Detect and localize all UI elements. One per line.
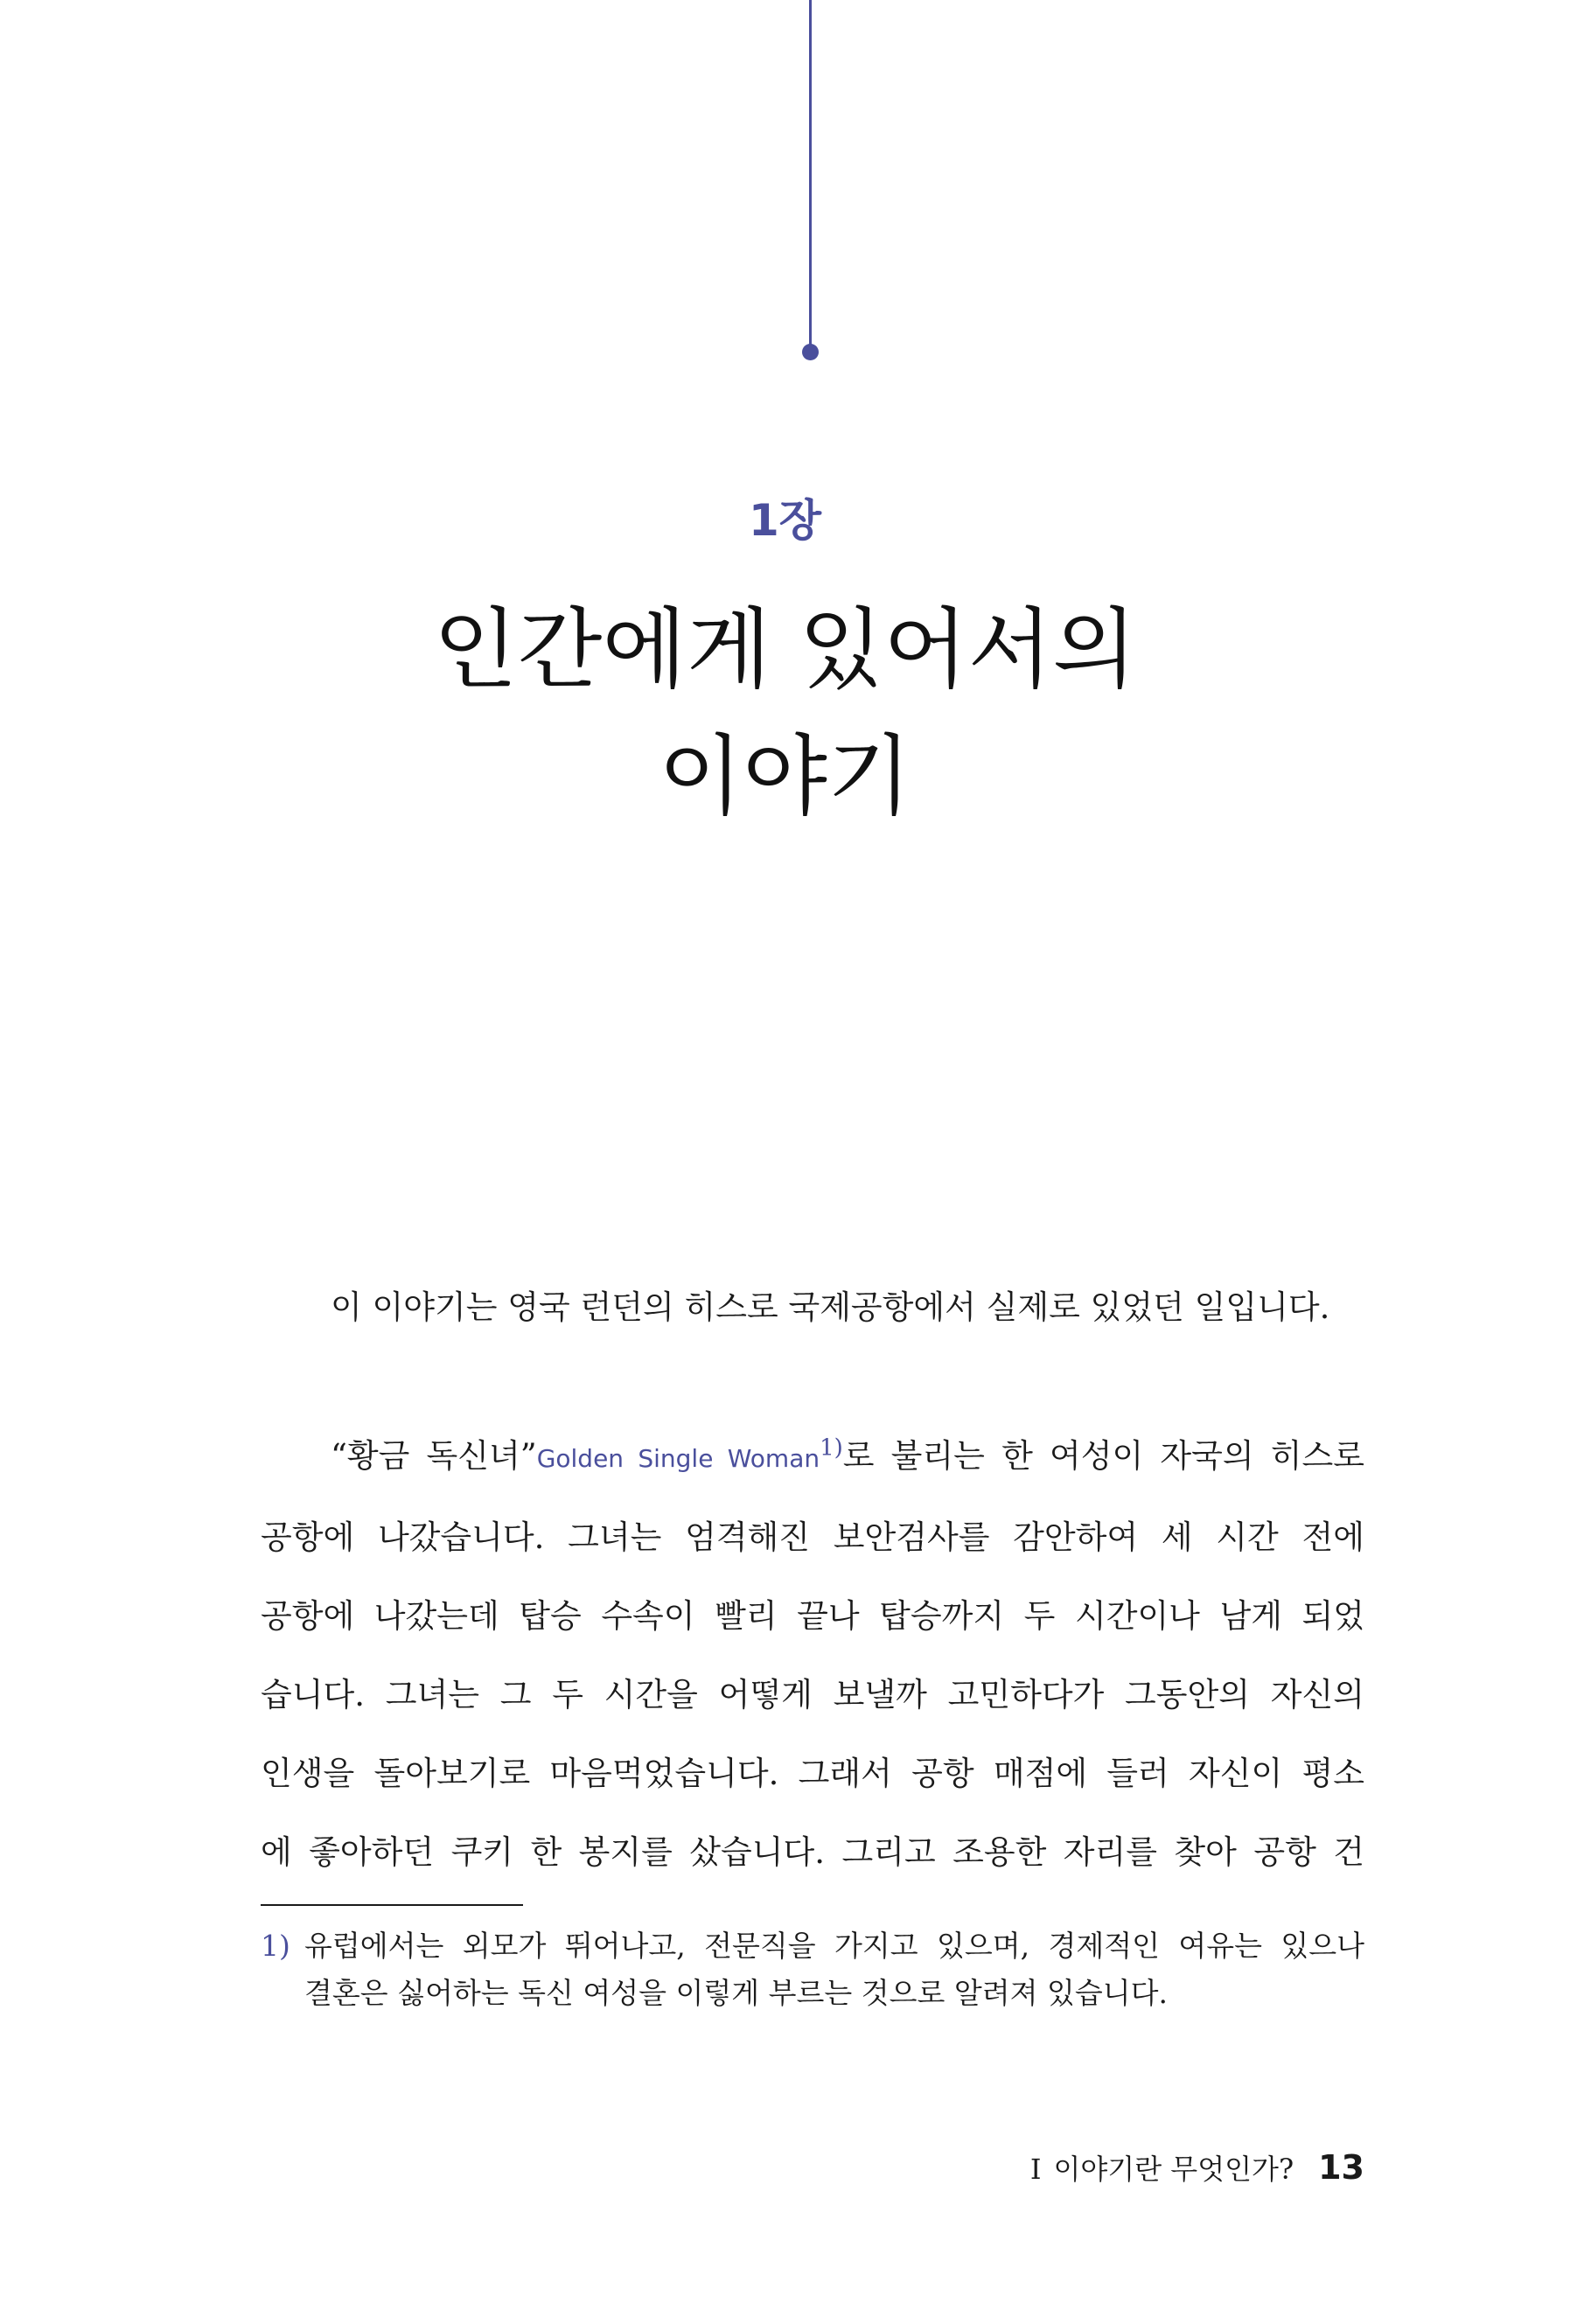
page-number: 13: [1318, 2148, 1364, 2187]
paragraph-line: 인생을 돌아보기로 마음먹었습니다. 그래서 공항 매점에 들러 자신이 평소: [261, 1755, 1364, 1792]
section-title: 이야기란 무엇인가?: [1053, 2153, 1294, 2186]
footnote-number: 1): [261, 1929, 290, 1963]
chapter-title-line: 인간에게 있어서의: [433, 598, 1137, 701]
footnote-text: [304, 1923, 1364, 2017]
paragraph-line: [261, 1417, 1364, 1498]
paragraph-text: 로 불리는 한 여성이 자국의 히스로: [842, 1437, 1364, 1475]
footnote-divider: [261, 1904, 523, 1906]
chapter-title: [0, 586, 1570, 840]
paragraph-line: 습니다. 그녀는 그 두 시간을 어떻게 보낼까 고민하다가 그동안의 자신의: [261, 1676, 1364, 1713]
section-number: I: [1029, 2153, 1042, 2186]
english-term: Golden Single Woman: [536, 1444, 820, 1473]
footnote-line: 유럽에서는 외모가 뛰어나고, 전문직을 가지고 있으며, 경제적인 여유는 있으나: [304, 1929, 1364, 1963]
page-footer: [1030, 2147, 1364, 2188]
paragraph-line: 공항에 나갔습니다. 그녀는 엄격해진 보안검사를 감안하여 세 시간 전에: [261, 1518, 1364, 1556]
footnote-line: 결혼은 싫어하는 독신 여성을 이렇게 부르는 것으로 알려져 있습니다.: [304, 1976, 1168, 2010]
chapter-ornament-dot: [802, 344, 819, 360]
intro-paragraph: 이 이야기는 영국 런던의 히스로 국제공항에서 실제로 있었던 일입니다.: [331, 1288, 1330, 1326]
footnote: [261, 1923, 1364, 2017]
paragraph-line: 에 좋아하던 쿠키 한 봉지를 샀습니다. 그리고 조용한 자리를 찾아 공항 건: [261, 1833, 1364, 1871]
footnote-reference[interactable]: 1): [820, 1434, 843, 1462]
main-paragraph: [261, 1417, 1364, 1892]
chapter-ornament-line: [809, 0, 812, 350]
paragraph-line: 공항에 나갔는데 탑승 수속이 빨리 끝나 탑승까지 두 시간이나 남게 되었: [261, 1597, 1364, 1635]
chapter-title-line: 이야기: [658, 725, 912, 827]
chapter-number: 1장: [748, 495, 822, 546]
paragraph-opening: “황금 독신녀”: [331, 1437, 537, 1475]
